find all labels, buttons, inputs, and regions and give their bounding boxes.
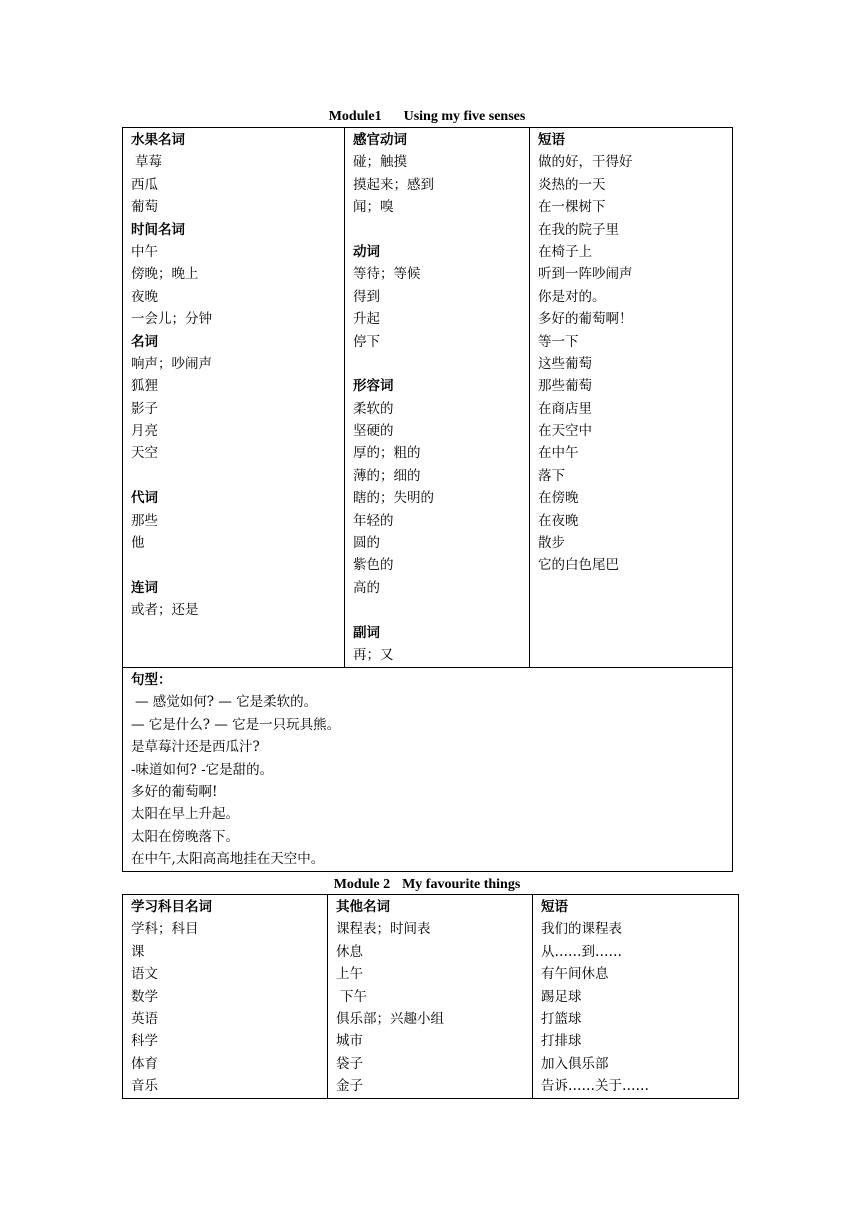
category-heading: 代词 — [131, 490, 158, 507]
vocab-item: 休息 — [336, 943, 363, 960]
vocab-item: 他 — [131, 535, 145, 552]
vocab-item: 响声；吵闹声 — [131, 355, 212, 372]
vocab-item: 课程表；时间表 — [336, 921, 431, 938]
vocab-item: 坚硬的 — [353, 423, 394, 440]
vocab-item: 在中午 — [538, 445, 579, 462]
vocab-item: 这些葡萄 — [538, 355, 592, 372]
vocab-item: 圆的 — [353, 535, 380, 552]
vocab-item: 在傍晚 — [538, 490, 579, 507]
vocab-item: 停下 — [353, 333, 380, 350]
blank-line — [131, 465, 344, 487]
category-heading: 连词 — [131, 579, 158, 596]
vocab-item: 在一棵树下 — [538, 199, 606, 216]
vocab-item: 等一下 — [538, 333, 579, 350]
vocab-item: 语文 — [131, 966, 158, 983]
vocab-item: 天空 — [131, 445, 158, 462]
module2-title-right: My favourite things — [402, 877, 521, 892]
category-heading: 学习科目名词 — [131, 899, 212, 915]
vocab-item: 体育 — [131, 1055, 158, 1072]
module1-col-phrases — [530, 128, 733, 668]
vocab-item: 科学 — [131, 1033, 158, 1050]
category-heading: 感官动词 — [353, 132, 407, 148]
vocab-item: 踢足球 — [541, 988, 582, 1005]
vocab-item: 数学 — [131, 988, 158, 1005]
module1-table — [122, 127, 733, 872]
module1-sentence-row — [123, 668, 733, 872]
category-heading: 名词 — [131, 333, 158, 350]
vocab-item: 在天空中 — [538, 423, 592, 440]
category-heading: 时间名词 — [131, 221, 185, 238]
vocab-item: 俱乐部；兴趣小组 — [336, 1010, 444, 1027]
vocab-item: 在我的院子里 — [538, 221, 619, 238]
vocab-item: 中午 — [131, 243, 158, 260]
vocab-item: 多好的葡萄啊! — [131, 783, 218, 800]
blank-line — [131, 554, 344, 576]
module2-vocab-row — [123, 895, 739, 1099]
vocab-item: 下午 — [340, 988, 367, 1005]
vocab-item: — 它是什么? — 它是一只玩具熊。 — [131, 716, 341, 733]
module1-title-left: Module1 — [328, 109, 382, 124]
module1-vocab-row — [123, 128, 733, 668]
vocab-item: 炎热的一天 — [538, 176, 606, 193]
blank-line — [353, 353, 529, 375]
vocab-item: 你是对的。 — [538, 288, 606, 305]
vocab-item: — 感觉如何? — 它是柔软的。 — [135, 694, 318, 711]
vocab-item: 那些 — [131, 512, 158, 529]
vocab-item: 年轻的 — [353, 512, 394, 529]
vocab-item: 太阳在傍晚落下。 — [131, 828, 239, 845]
vocab-item: 影子 — [131, 400, 158, 417]
vocab-item: 狐狸 — [131, 378, 158, 395]
vocab-item: 从……到…… — [541, 943, 622, 960]
vocab-item: 我们的课程表 — [541, 921, 622, 938]
vocab-item: 学科；科目 — [131, 921, 199, 938]
vocab-item: 或者；还是 — [131, 602, 199, 619]
vocab-item: 打篮球 — [541, 1010, 582, 1027]
vocab-item: 袋子 — [336, 1055, 363, 1072]
vocab-item: 在中午,太阳高高地挂在天空中。 — [131, 851, 325, 868]
vocab-item: 月亮 — [131, 423, 158, 440]
category-heading: 副词 — [353, 624, 380, 641]
category-heading: 其他名词 — [336, 899, 390, 915]
vocab-item: 加入俱乐部 — [541, 1055, 609, 1072]
blank-line — [353, 599, 529, 621]
vocab-item: 瞎的；失明的 — [353, 490, 434, 507]
vocab-item: 再；又 — [353, 646, 394, 663]
module2-col-other-nouns — [328, 895, 533, 1099]
vocab-item: 紫色的 — [353, 557, 394, 574]
vocab-item: 课 — [131, 943, 145, 960]
vocab-item: 草莓 — [135, 154, 162, 171]
vocab-item: 落下 — [538, 467, 565, 484]
vocab-item: 摸起来；感到 — [353, 176, 434, 193]
category-heading: 短语 — [538, 132, 565, 148]
category-heading: 水果名词 — [131, 132, 185, 148]
vocab-item: 在椅子上 — [538, 243, 592, 260]
vocab-item: 打排球 — [541, 1033, 582, 1050]
vocab-item: 上午 — [336, 966, 363, 983]
vocab-item: 高的 — [353, 579, 380, 596]
vocab-item: 得到 — [353, 288, 380, 305]
category-heading: 形容词 — [353, 378, 394, 395]
module2-title-left: Module 2 — [333, 877, 391, 892]
vocab-item: 葡萄 — [131, 199, 158, 216]
module1-title — [122, 108, 732, 126]
vocab-item: 薄的；细的 — [353, 467, 421, 484]
vocab-item: 碰；触摸 — [353, 154, 407, 171]
module1-title-right: Using my five senses — [403, 109, 526, 124]
vocab-item: 是草莓汁还是西瓜汁? — [131, 739, 260, 756]
vocab-item: 夜晚 — [131, 288, 158, 305]
vocab-item: 等待；等候 — [353, 266, 421, 283]
module2-table — [122, 894, 739, 1099]
vocab-item: 多好的葡萄啊！ — [538, 311, 633, 328]
vocab-item: 厚的；粗的 — [353, 445, 421, 462]
vocab-item: 城市 — [336, 1033, 363, 1050]
module1-sentences — [123, 668, 733, 872]
vocab-item: 听到一阵吵闹声 — [538, 266, 633, 283]
vocab-item: 做的好，干得好 — [538, 154, 633, 171]
vocab-item: 在商店里 — [538, 400, 592, 417]
vocab-item: -味道如何? -它是甜的。 — [131, 761, 274, 778]
vocab-item: 一会儿；分钟 — [131, 311, 212, 328]
vocab-item: 金子 — [336, 1078, 363, 1095]
vocab-item: 它的白色尾巴 — [538, 557, 619, 574]
module1-col-verbs — [345, 128, 530, 668]
module2-col-phrases — [533, 895, 739, 1099]
vocab-item: 在夜晚 — [538, 512, 579, 529]
vocab-item: 西瓜 — [131, 176, 158, 193]
vocab-item: 告诉……关于…… — [541, 1078, 649, 1095]
module1-col-nouns — [123, 128, 345, 668]
module2-title — [122, 876, 732, 894]
vocab-item: 闻；嗅 — [353, 199, 394, 216]
vocab-item: 柔软的 — [353, 400, 394, 417]
vocab-item: 那些葡萄 — [538, 378, 592, 395]
vocab-item: 太阳在早上升起。 — [131, 806, 239, 823]
vocab-item: 有午间休息 — [541, 966, 609, 983]
vocab-item: 英语 — [131, 1010, 158, 1027]
blank-line — [353, 219, 529, 241]
vocab-item: 升起 — [353, 311, 380, 328]
vocab-item: 散步 — [538, 535, 565, 552]
category-heading: 短语 — [541, 899, 568, 915]
vocab-item: 傍晚；晚上 — [131, 266, 199, 283]
category-heading: 动词 — [353, 243, 380, 260]
vocab-item: 音乐 — [131, 1078, 158, 1095]
module2-col-subjects — [123, 895, 328, 1099]
category-heading: 句型： — [131, 672, 172, 688]
